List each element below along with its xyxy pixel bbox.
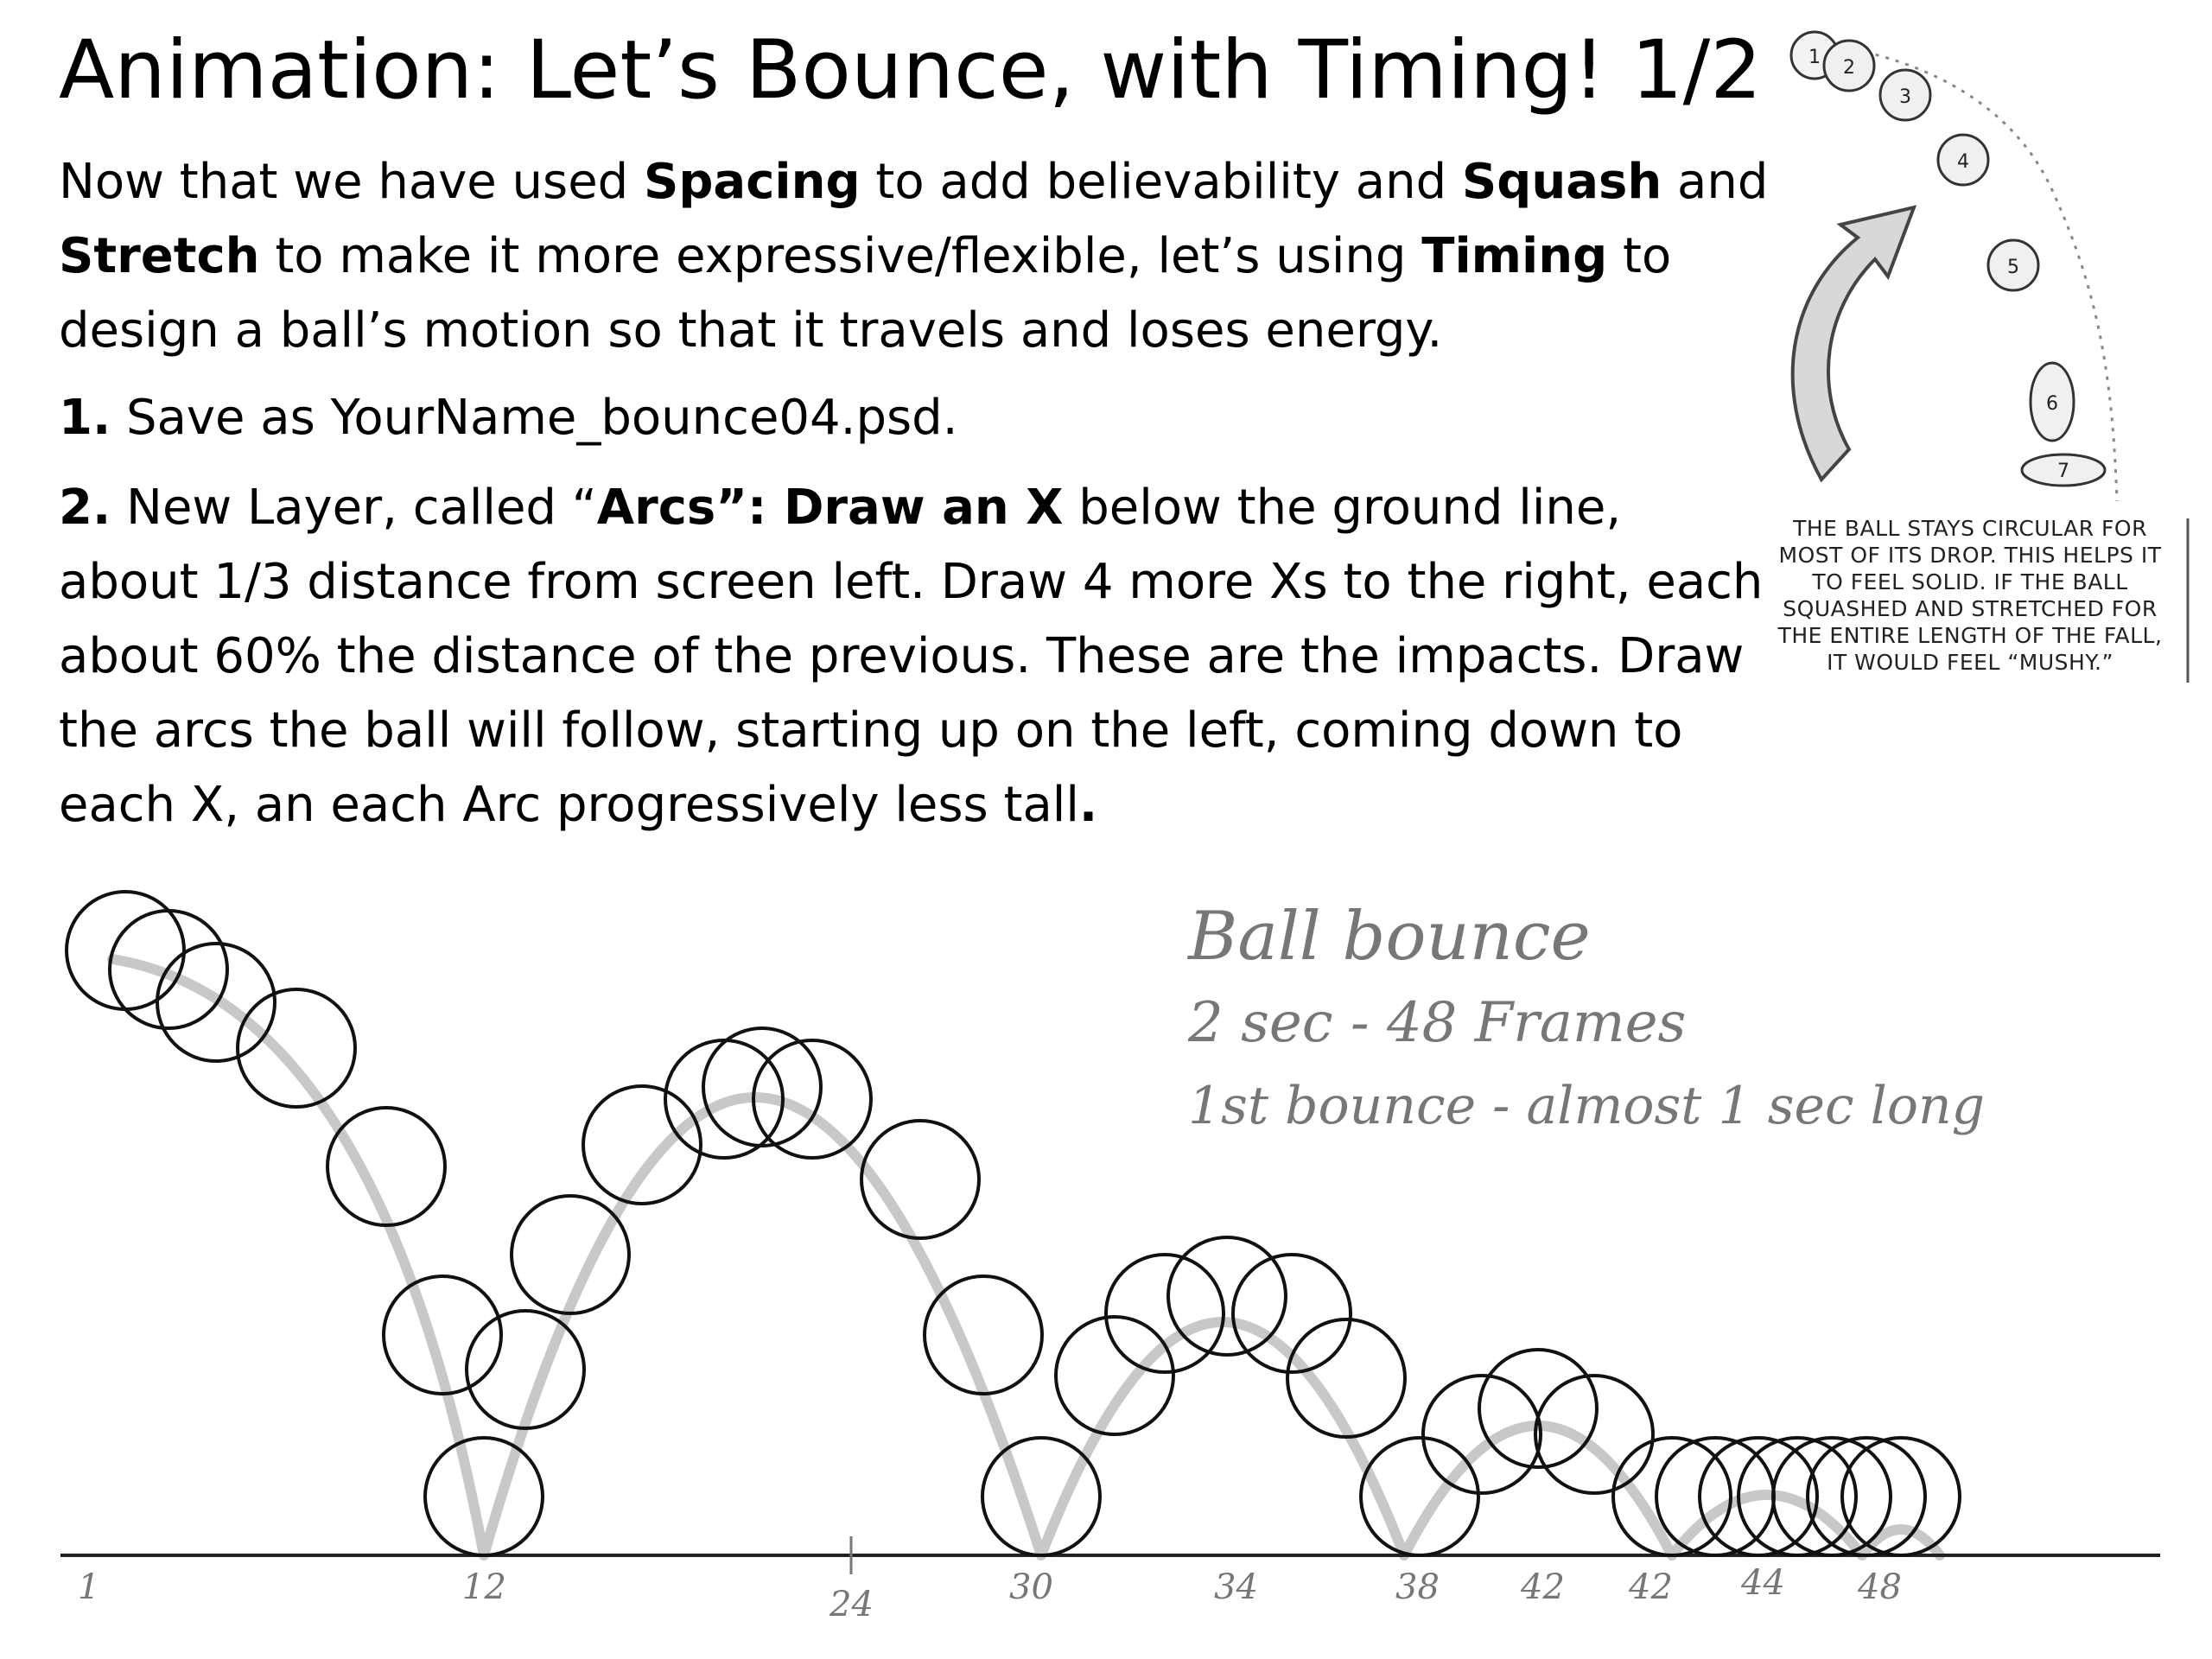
slide-title: Animation: Let’s Bounce, with Timing! 1/2 bbox=[59, 23, 1763, 118]
ball bbox=[982, 1438, 1100, 1555]
drop-frame-7: 7 bbox=[2057, 461, 2069, 482]
ball bbox=[1808, 1438, 1925, 1555]
intro-bold-timing: Timing bbox=[1421, 228, 1608, 284]
drop-frame-6: 6 bbox=[2046, 393, 2058, 415]
step-2-number: 2. bbox=[59, 480, 111, 536]
frame-mark-48: 48 bbox=[1858, 1567, 1902, 1607]
frame-mark-34: 34 bbox=[1214, 1567, 1258, 1607]
frame-mark-44: 44 bbox=[1741, 1563, 1785, 1603]
drop-ball-4 bbox=[1938, 135, 1988, 185]
intro-bold-squash: Squash bbox=[1461, 154, 1662, 210]
frame-mark-42b: 42 bbox=[1629, 1567, 1673, 1607]
note-first-bounce: 1st bounce - almost 1 sec long bbox=[1188, 1076, 1986, 1136]
step-1-text: Save as YourName_bounce04.psd. bbox=[111, 390, 958, 446]
frame-mark-30: 30 bbox=[1009, 1567, 1053, 1607]
step-2 bbox=[59, 471, 1770, 842]
drop-ball-5 bbox=[1988, 240, 2038, 290]
drop-frame-3: 3 bbox=[1899, 86, 1911, 108]
step-2-bold-period: . bbox=[1078, 777, 1098, 833]
ball bbox=[925, 1276, 1042, 1394]
step-2-bold-arcs: Arcs”: Draw an X bbox=[596, 480, 1064, 536]
curved-arrow-icon bbox=[1793, 207, 1914, 480]
drop-frame-5: 5 bbox=[2007, 257, 2019, 278]
intro-text-3: and bbox=[1662, 154, 1769, 210]
frame-mark-1: 1 bbox=[78, 1567, 100, 1607]
drop-ball-7 bbox=[2022, 454, 2105, 486]
intro-bold-spacing: Spacing bbox=[644, 154, 861, 210]
caption-line-5: THE ENTIRE LENGTH OF THE FALL, bbox=[1777, 623, 2163, 648]
drop-caption bbox=[1754, 515, 2186, 676]
arc-1 bbox=[112, 959, 484, 1555]
note-title: Ball bounce bbox=[1188, 898, 1591, 976]
ball-bounce-sketch bbox=[0, 864, 2212, 1659]
intro-text-4: to make it more expressive/flexible, let’s using bbox=[259, 228, 1422, 284]
intro-text-2: to add believability and bbox=[860, 154, 1462, 210]
ball bbox=[1168, 1237, 1286, 1355]
drop-frame-4: 4 bbox=[1957, 151, 1969, 173]
ball bbox=[1106, 1255, 1224, 1372]
drop-frame-1: 1 bbox=[1808, 47, 1821, 68]
frame-mark-24: 24 bbox=[830, 1585, 874, 1624]
frame-mark-42a: 42 bbox=[1521, 1567, 1565, 1607]
drop-ball-6 bbox=[2031, 363, 2074, 441]
ball bbox=[1842, 1438, 1960, 1555]
caption-line-4: SQUASHED AND STRETCHED FOR bbox=[1783, 596, 2158, 621]
frame-mark-12: 12 bbox=[462, 1567, 506, 1607]
intro-text-1: Now that we have used bbox=[59, 154, 645, 210]
caption-line-2: MOST OF ITS DROP. THIS HELPS IT bbox=[1778, 543, 2162, 568]
frame-marks bbox=[78, 1563, 1902, 1624]
ball bbox=[1056, 1317, 1173, 1434]
ball bbox=[583, 1086, 701, 1204]
note-duration: 2 sec - 48 Frames bbox=[1188, 991, 1687, 1055]
caption-line-6: IT WOULD FEEL “MUSHY.” bbox=[1827, 650, 2113, 675]
frame-mark-38: 38 bbox=[1395, 1567, 1440, 1607]
caption-line-3: TO FEEL SOLID. IF THE BALL bbox=[1812, 569, 2128, 594]
drop-ball-2 bbox=[1824, 41, 1874, 91]
step-2-text-2: below the ground line, about 1/3 distance from screen left. Draw 4 more Xs to the right, each about 60% the distance of the previous. These are the impacts. Draw the arcs the ball will follow, starting up on the left, coming down to each X, an each Arc progressively less tall bbox=[59, 480, 1764, 833]
caption-line-1: THE BALL STAYS CIRCULAR FOR bbox=[1793, 516, 2147, 541]
drop-frame-2: 2 bbox=[1843, 57, 1855, 79]
step-2-text-1: New Layer, called “ bbox=[111, 480, 597, 536]
step-1 bbox=[59, 381, 1770, 455]
step-1-number: 1. bbox=[59, 390, 111, 446]
drop-ball-3 bbox=[1880, 70, 1930, 120]
intro-bold-stretch: Stretch bbox=[59, 228, 260, 284]
intro-text-5: to design a ball’s motion so that it travels and loses energy. bbox=[59, 228, 1672, 359]
intro-paragraph bbox=[59, 145, 1770, 368]
